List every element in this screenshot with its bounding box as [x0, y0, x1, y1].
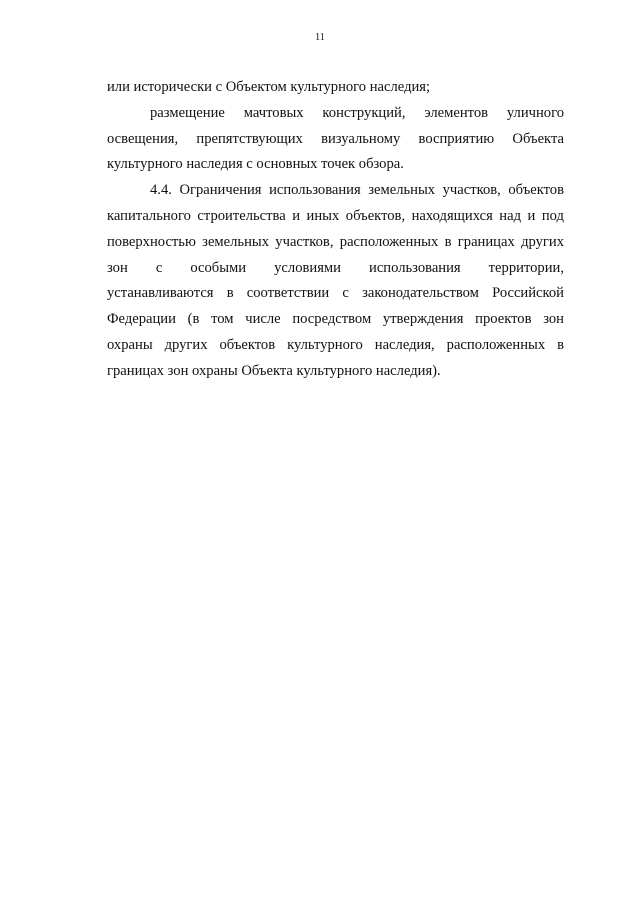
- text-line: границах зон охраны Объекта культурного наследия).: [107, 362, 441, 379]
- text-line: капитального строительства и иных объектов, находящихся над и под: [107, 207, 564, 224]
- text-line: Федерации (в том числе посредством утверждения проектов зон: [107, 311, 564, 328]
- text-line: размещение мачтовых конструкций, элементов уличного: [150, 104, 564, 121]
- page-number: 11: [315, 32, 325, 43]
- text-line: или исторически с Объектом культурного наследия;: [107, 79, 431, 95]
- text-line: поверхностью земельных участков, расположенных в границах других: [107, 233, 564, 250]
- text-line: охраны других объектов культурного наследия, расположенных в: [107, 336, 564, 353]
- text-line: устанавливаются в соответствии с законодательством Российской: [107, 285, 564, 302]
- text-line: освещения, препятствующих визуальному восприятию Объекта: [107, 130, 564, 147]
- text-line: культурного наследия с основных точек обзора.: [107, 156, 404, 173]
- document-body: [107, 75, 564, 385]
- text-line: 4.4. Ограничения использования земельных участков, объектов: [150, 182, 564, 199]
- text-line: зон с особыми условиями использования территории,: [107, 259, 564, 276]
